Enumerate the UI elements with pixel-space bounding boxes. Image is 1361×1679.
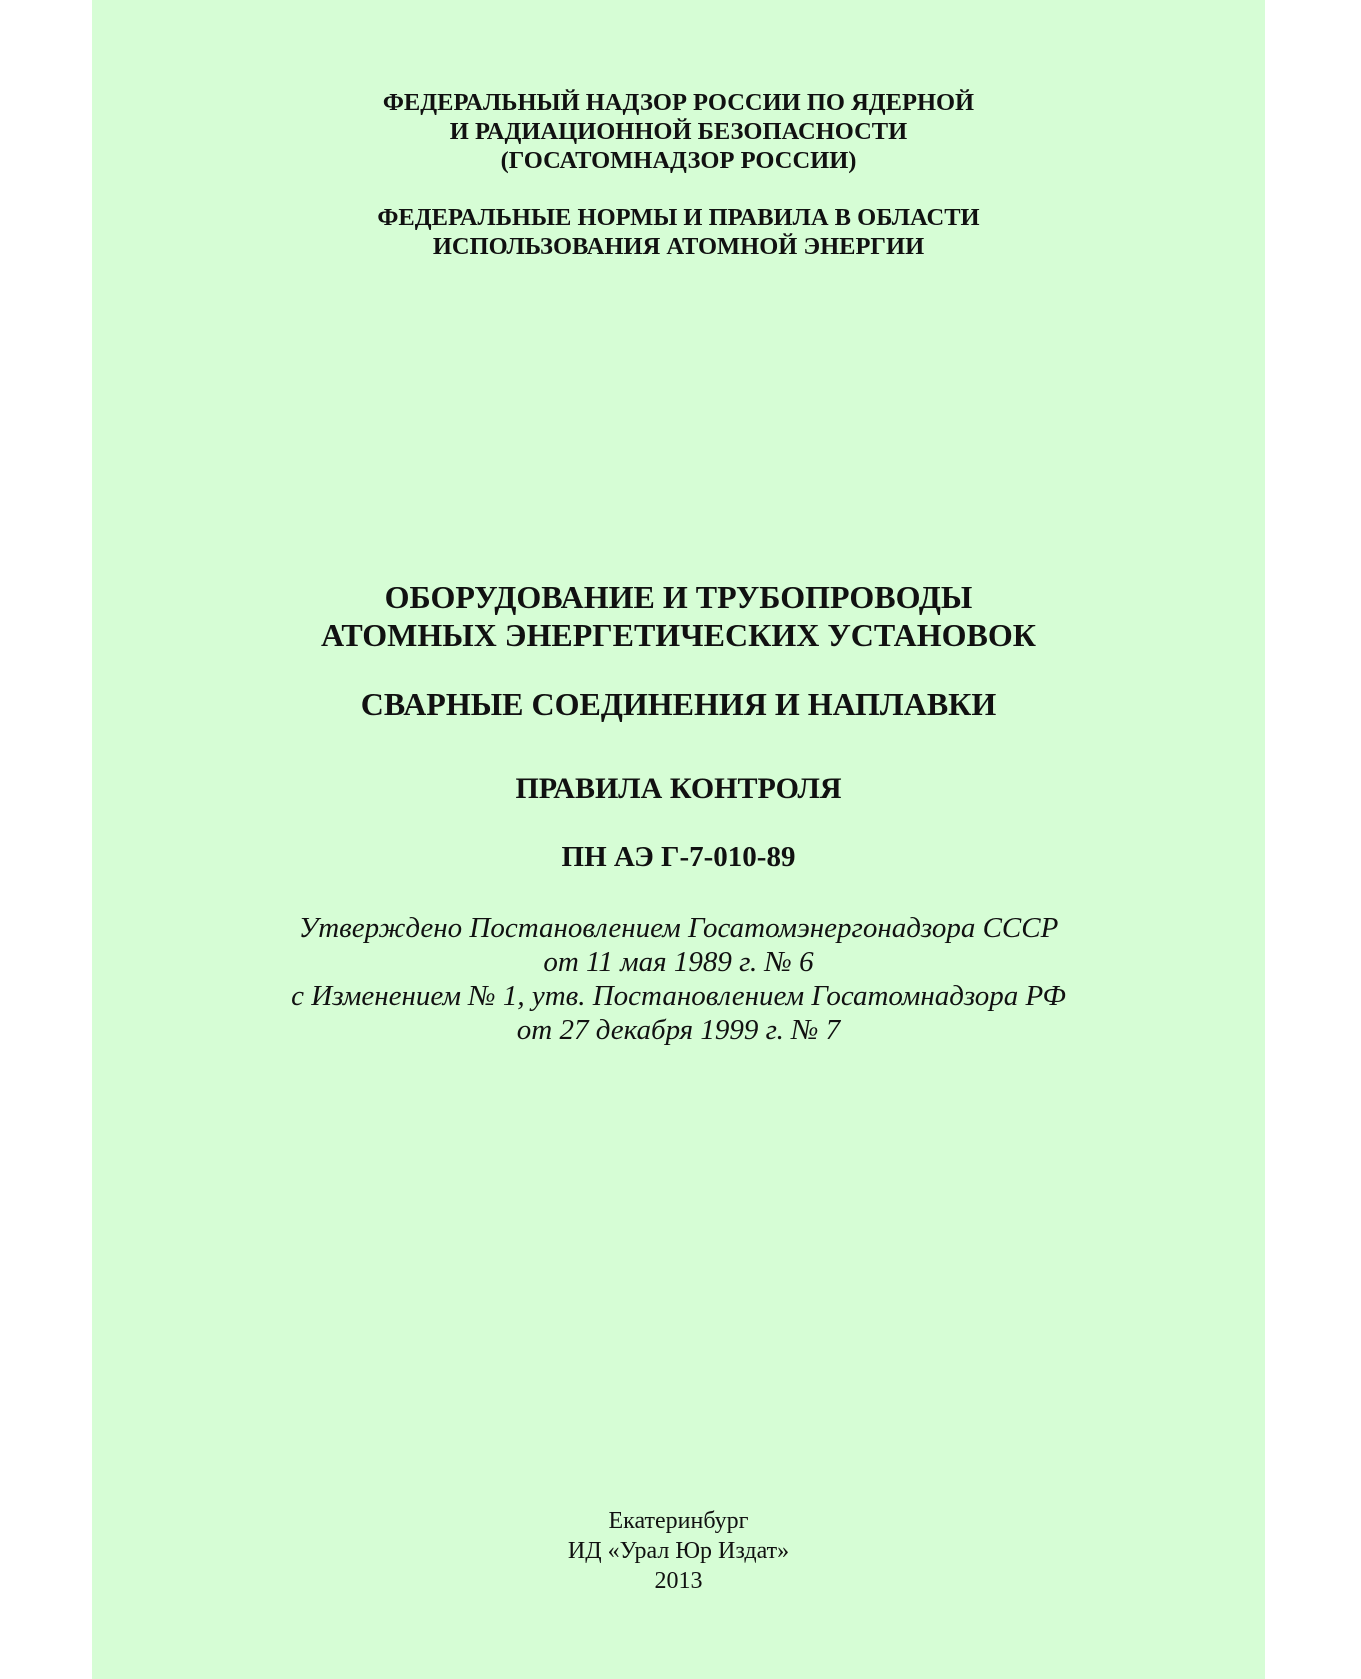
authority-line-1: ФЕДЕРАЛЬНЫЙ НАДЗОР РОССИИ ПО ЯДЕРНОЙ <box>382 89 975 116</box>
title-line-2: АТОМНЫХ ЭНЕРГЕТИЧЕСКИХ УСТАНОВОК <box>321 617 1036 653</box>
document-title <box>92 578 1265 654</box>
approval-line-1: Утверждено Постановлением Госатомэнергонадзора СССР <box>298 912 1059 944</box>
publisher-imprint <box>92 1506 1265 1596</box>
series-line-2: ИСПОЛЬЗОВАНИЯ АТОМНОЙ ЭНЕРГИИ <box>432 233 925 260</box>
authority-line-3: (ГОСАТОМНАДЗОР РОССИИ) <box>500 147 857 174</box>
document-subtitle <box>92 685 1265 723</box>
subtitle-text: СВАРНЫЕ СОЕДИНЕНИЯ И НАПЛАВКИ <box>360 686 997 722</box>
cover-page <box>92 0 1265 1679</box>
imprint-publisher: ИД «Урал Юр Издат» <box>567 1538 790 1564</box>
authority-heading <box>92 88 1265 175</box>
approval-line-2: от 11 мая 1989 г. № 6 <box>543 946 814 978</box>
rules-title <box>92 771 1265 807</box>
imprint-city: Екатеринбург <box>608 1508 749 1534</box>
rules-title-text: ПРАВИЛА КОНТРОЛЯ <box>515 772 842 805</box>
imprint-year: 2013 <box>654 1568 703 1594</box>
approval-note <box>92 911 1265 1047</box>
approval-line-3: с Изменением № 1, утв. Постановлением Госатомнадзора РФ <box>291 980 1066 1012</box>
series-line-1: ФЕДЕРАЛЬНЫЕ НОРМЫ И ПРАВИЛА В ОБЛАСТИ <box>377 204 980 231</box>
authority-line-2: И РАДИАЦИОННОЙ БЕЗОПАСНОСТИ <box>449 118 908 145</box>
document-code <box>92 840 1265 874</box>
title-line-1: ОБОРУДОВАНИЕ И ТРУБОПРОВОДЫ <box>384 579 973 615</box>
series-heading <box>92 203 1265 261</box>
approval-line-4: от 27 декабря 1999 г. № 7 <box>516 1014 841 1046</box>
document-code-text: ПН АЭ Г-7-010-89 <box>561 841 796 873</box>
